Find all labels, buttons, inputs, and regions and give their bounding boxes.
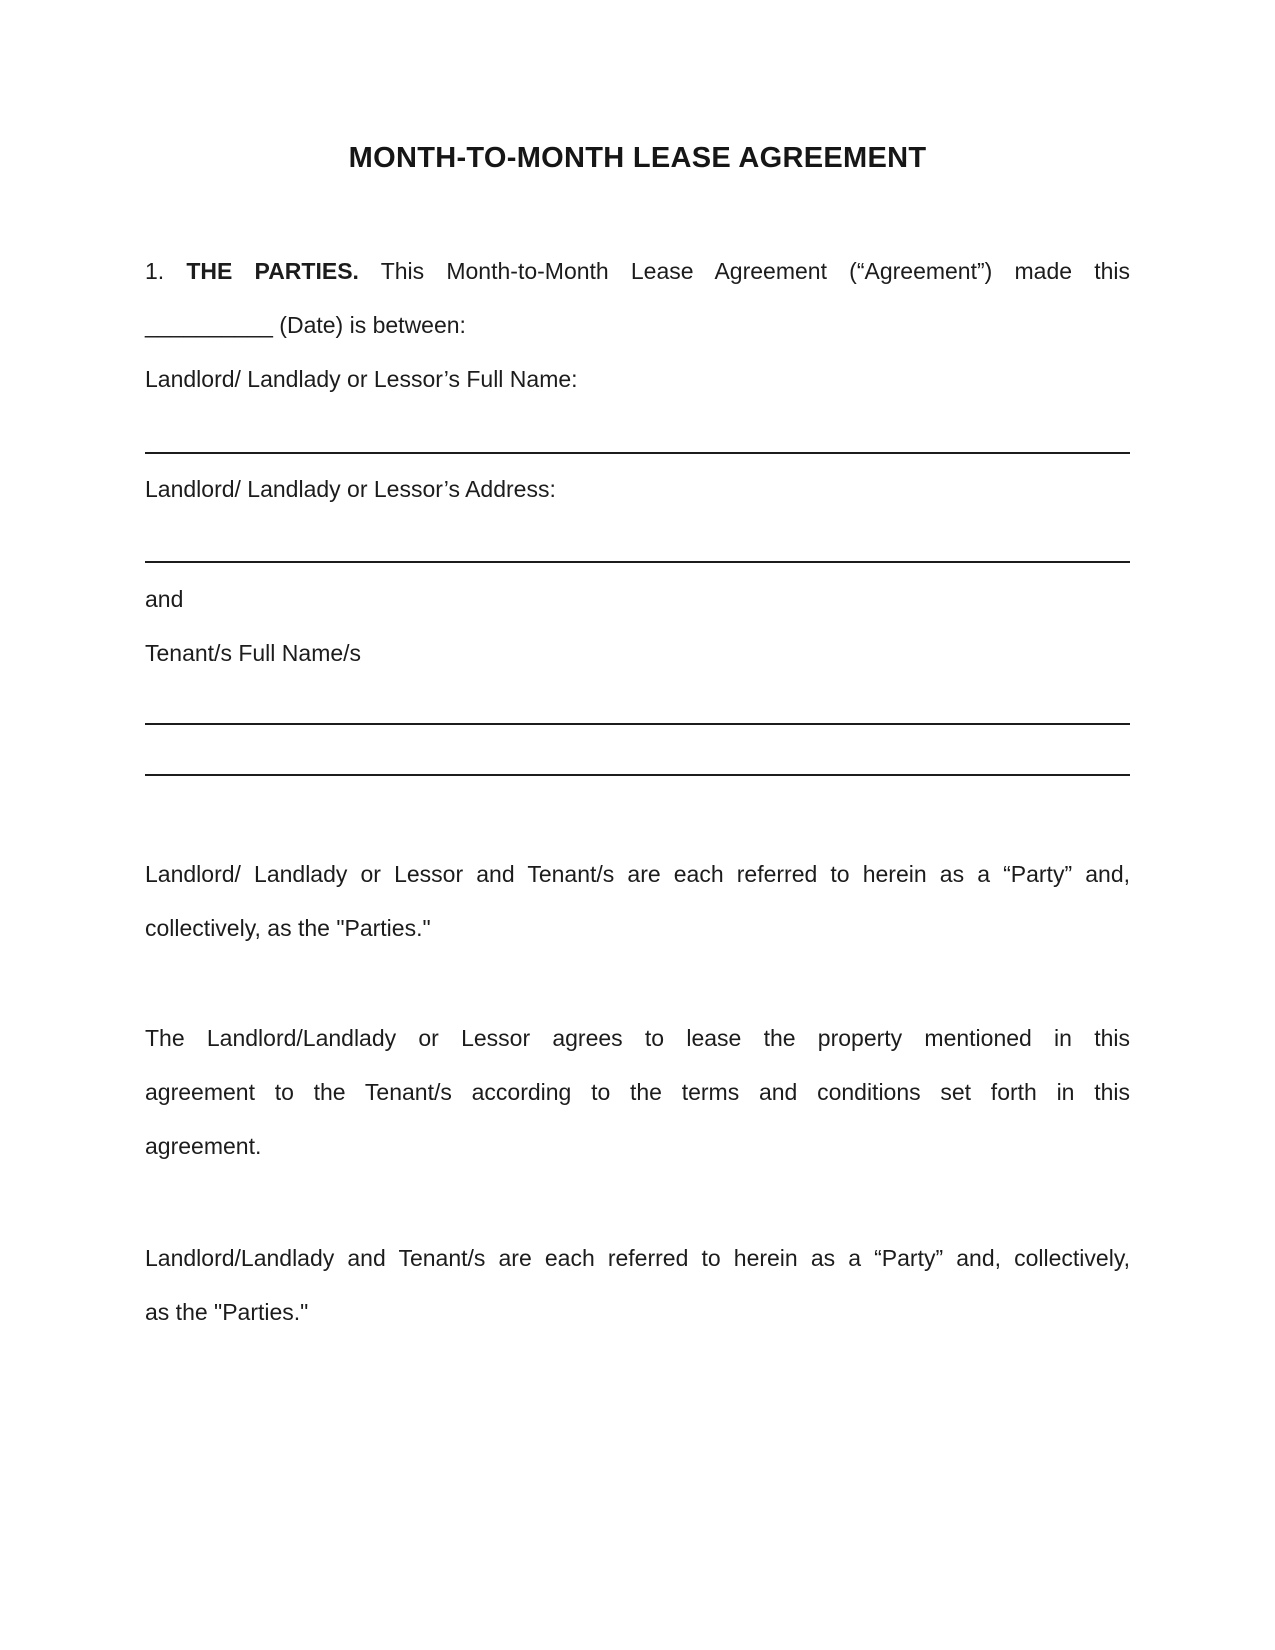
landlord-name-fill-line [145,452,1130,454]
parties-intro-paragraph [145,244,1130,352]
landlord-address-fill-line [145,561,1130,563]
section-number: 1. [145,258,165,284]
tenant-name-fill-line-2 [145,774,1130,776]
tenant-name-label: Tenant/s Full Name/s [145,640,362,666]
landlord-address-label: Landlord/ Landlady or Lessor’s Address: [145,476,556,502]
landlord-name-label: Landlord/ Landlady or Lessor’s Full Name: [145,366,578,392]
referred-paragraph-line-1: Landlord/ Landlady or Lessor and Tenant/s are each referred to herein as a “Party” and, [145,861,1130,887]
section-heading: THE PARTIES. [186,258,359,284]
lease-paragraph-line-2: agreement to the Tenant/s according to the terms and conditions set forth in this [145,1079,1130,1105]
parties-intro-line-1 [145,244,1130,298]
referred-paragraph-2-line-1: Landlord/Landlady and Tenant/s are each referred to herein as a “Party” and, collectively, [145,1245,1130,1271]
tenant-name-fill-line-1 [145,723,1130,725]
document-title: MONTH-TO-MONTH LEASE AGREEMENT [348,142,927,174]
lease-paragraph [145,1011,1130,1173]
parties-intro-line-2: __________ (Date) is between: [145,312,466,338]
referred-paragraph-2 [145,1231,1130,1339]
parties-intro-text: This Month-to-Month Lease Agreement (“Agreement”) made this [380,258,1131,284]
referred-paragraph-2-line-2: as the "Parties." [145,1299,309,1325]
lease-paragraph-line-3: agreement. [145,1133,262,1159]
referred-paragraph [145,847,1130,955]
referred-paragraph-line-2: collectively, as the "Parties." [145,915,431,941]
and-text: and [145,586,184,612]
lease-paragraph-line-1: The Landlord/Landlady or Lessor agrees to lease the property mentioned in this [145,1025,1130,1051]
